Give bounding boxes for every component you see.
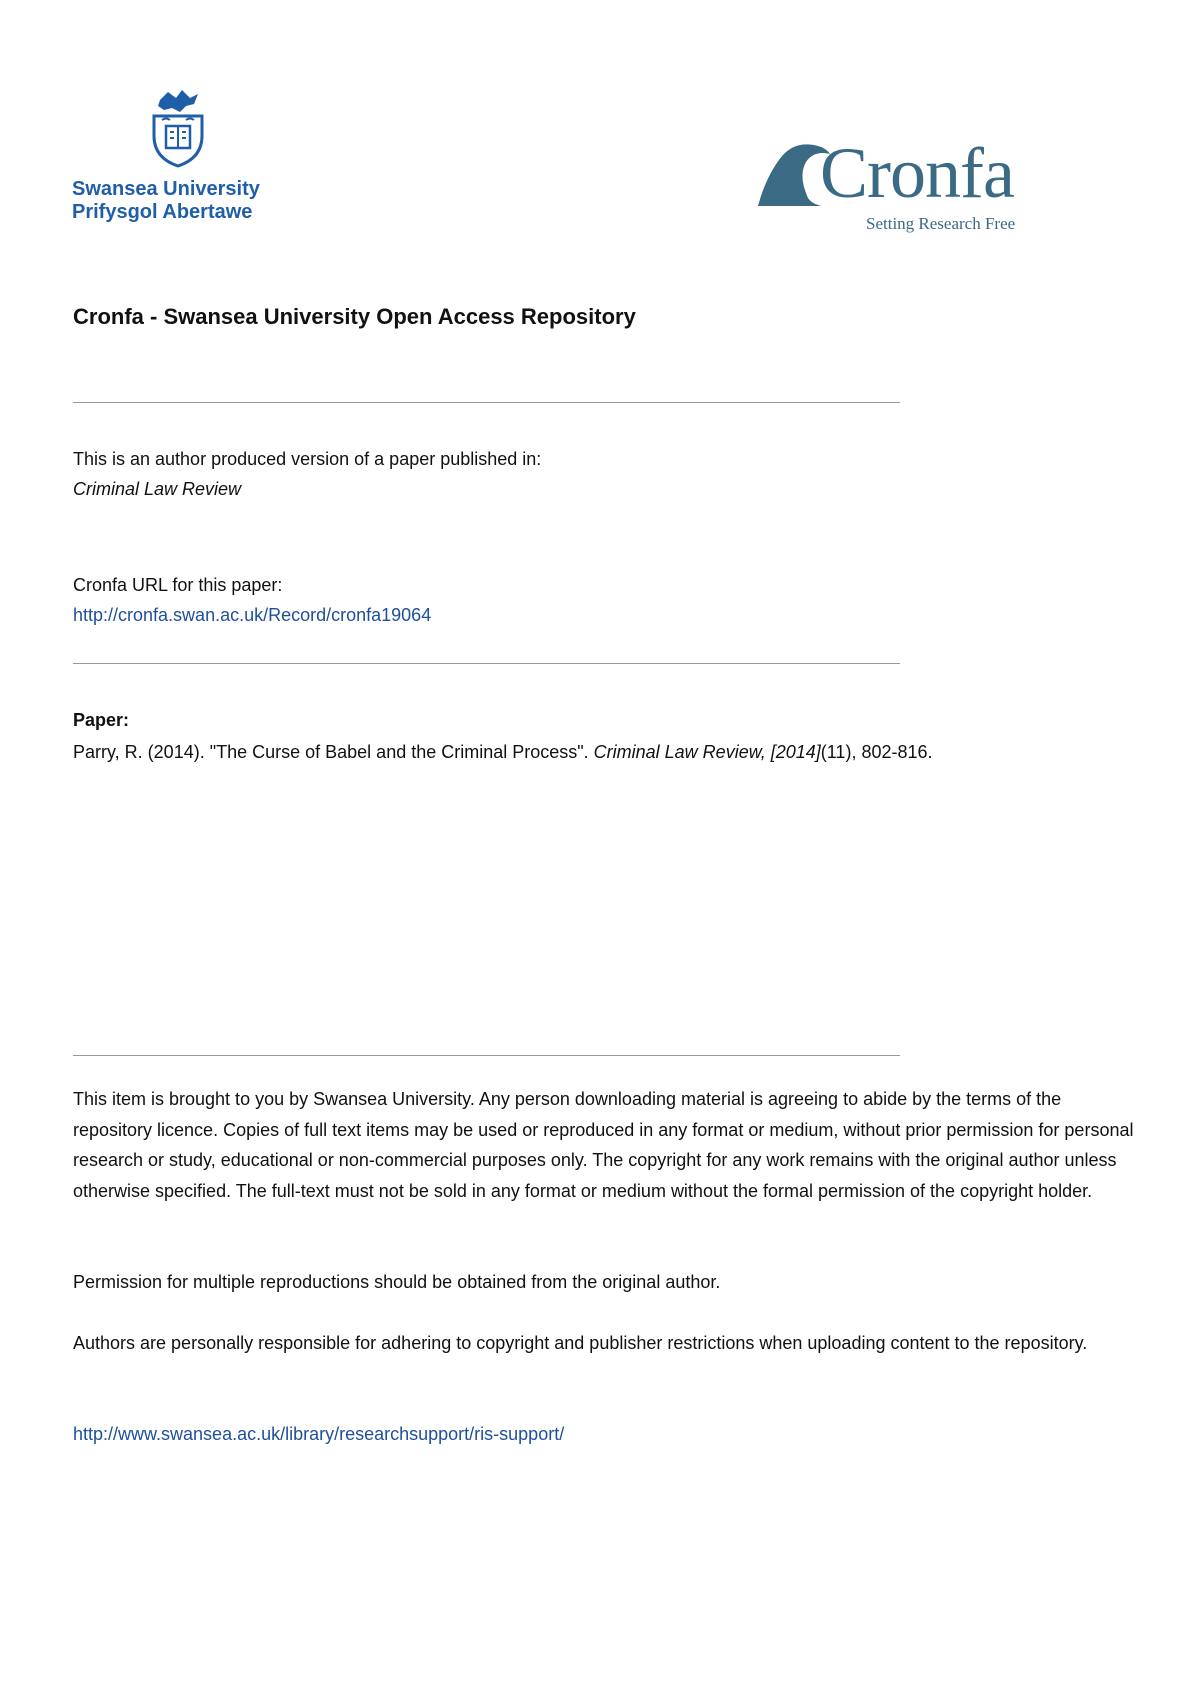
university-name-english: Swansea University xyxy=(72,178,260,200)
journal-name: Criminal Law Review xyxy=(73,479,242,499)
paper-citation xyxy=(73,737,933,767)
cronfa-logo-word: Cronfa xyxy=(820,133,1014,213)
cronfa-url-link[interactable]: http://cronfa.swan.ac.uk/Record/cronfa19064 xyxy=(73,605,432,625)
cronfa-logo xyxy=(756,133,1056,240)
divider xyxy=(73,663,900,664)
reproduction-paragraph: Permission for multiple reproductions should be obtained from the original author. xyxy=(73,1272,721,1292)
cronfa-tagline: Setting Research Free xyxy=(866,214,1016,233)
responsibility-paragraph: Authors are personally responsible for adhering to copyright and publisher restrictions when uploading content to the repository. xyxy=(73,1333,1088,1353)
published-in-intro: This is an author produced version of a paper published in: xyxy=(73,449,542,469)
citation-journal: Criminal Law Review, [2014] xyxy=(593,742,821,762)
divider xyxy=(73,402,900,403)
paper-label: Paper: xyxy=(73,710,130,730)
page-title: Cronfa - Swansea University Open Access Repository xyxy=(73,304,636,329)
divider xyxy=(73,1055,900,1056)
swansea-university-logo xyxy=(72,86,302,226)
support-url-link[interactable]: http://www.swansea.ac.uk/library/researchsupport/ris-support/ xyxy=(73,1424,565,1444)
university-crest-icon xyxy=(146,86,210,170)
university-name-welsh: Prifysgol Abertawe xyxy=(72,201,253,223)
citation-issue-pages: (11), 802-816. xyxy=(820,742,933,762)
citation-authors-title: Parry, R. (2014). "The Curse of Babel and the Criminal Process". xyxy=(73,742,594,762)
university-name xyxy=(72,178,260,224)
cronfa-url-label: Cronfa URL for this paper: xyxy=(73,575,283,595)
licence-paragraph: This item is brought to you by Swansea University. Any person downloading material is agreeing to abide by the terms of the repository licence. Copies of full text items may be used or reproduced in any format or medium, without prior permission for personal research or study, educational or non-commercial purposes only. The copyright for any work remains with the original author unless otherwise specified. The full-text must not be sold in any format or medium without the formal permission of the copyright holder. xyxy=(73,1089,1134,1201)
